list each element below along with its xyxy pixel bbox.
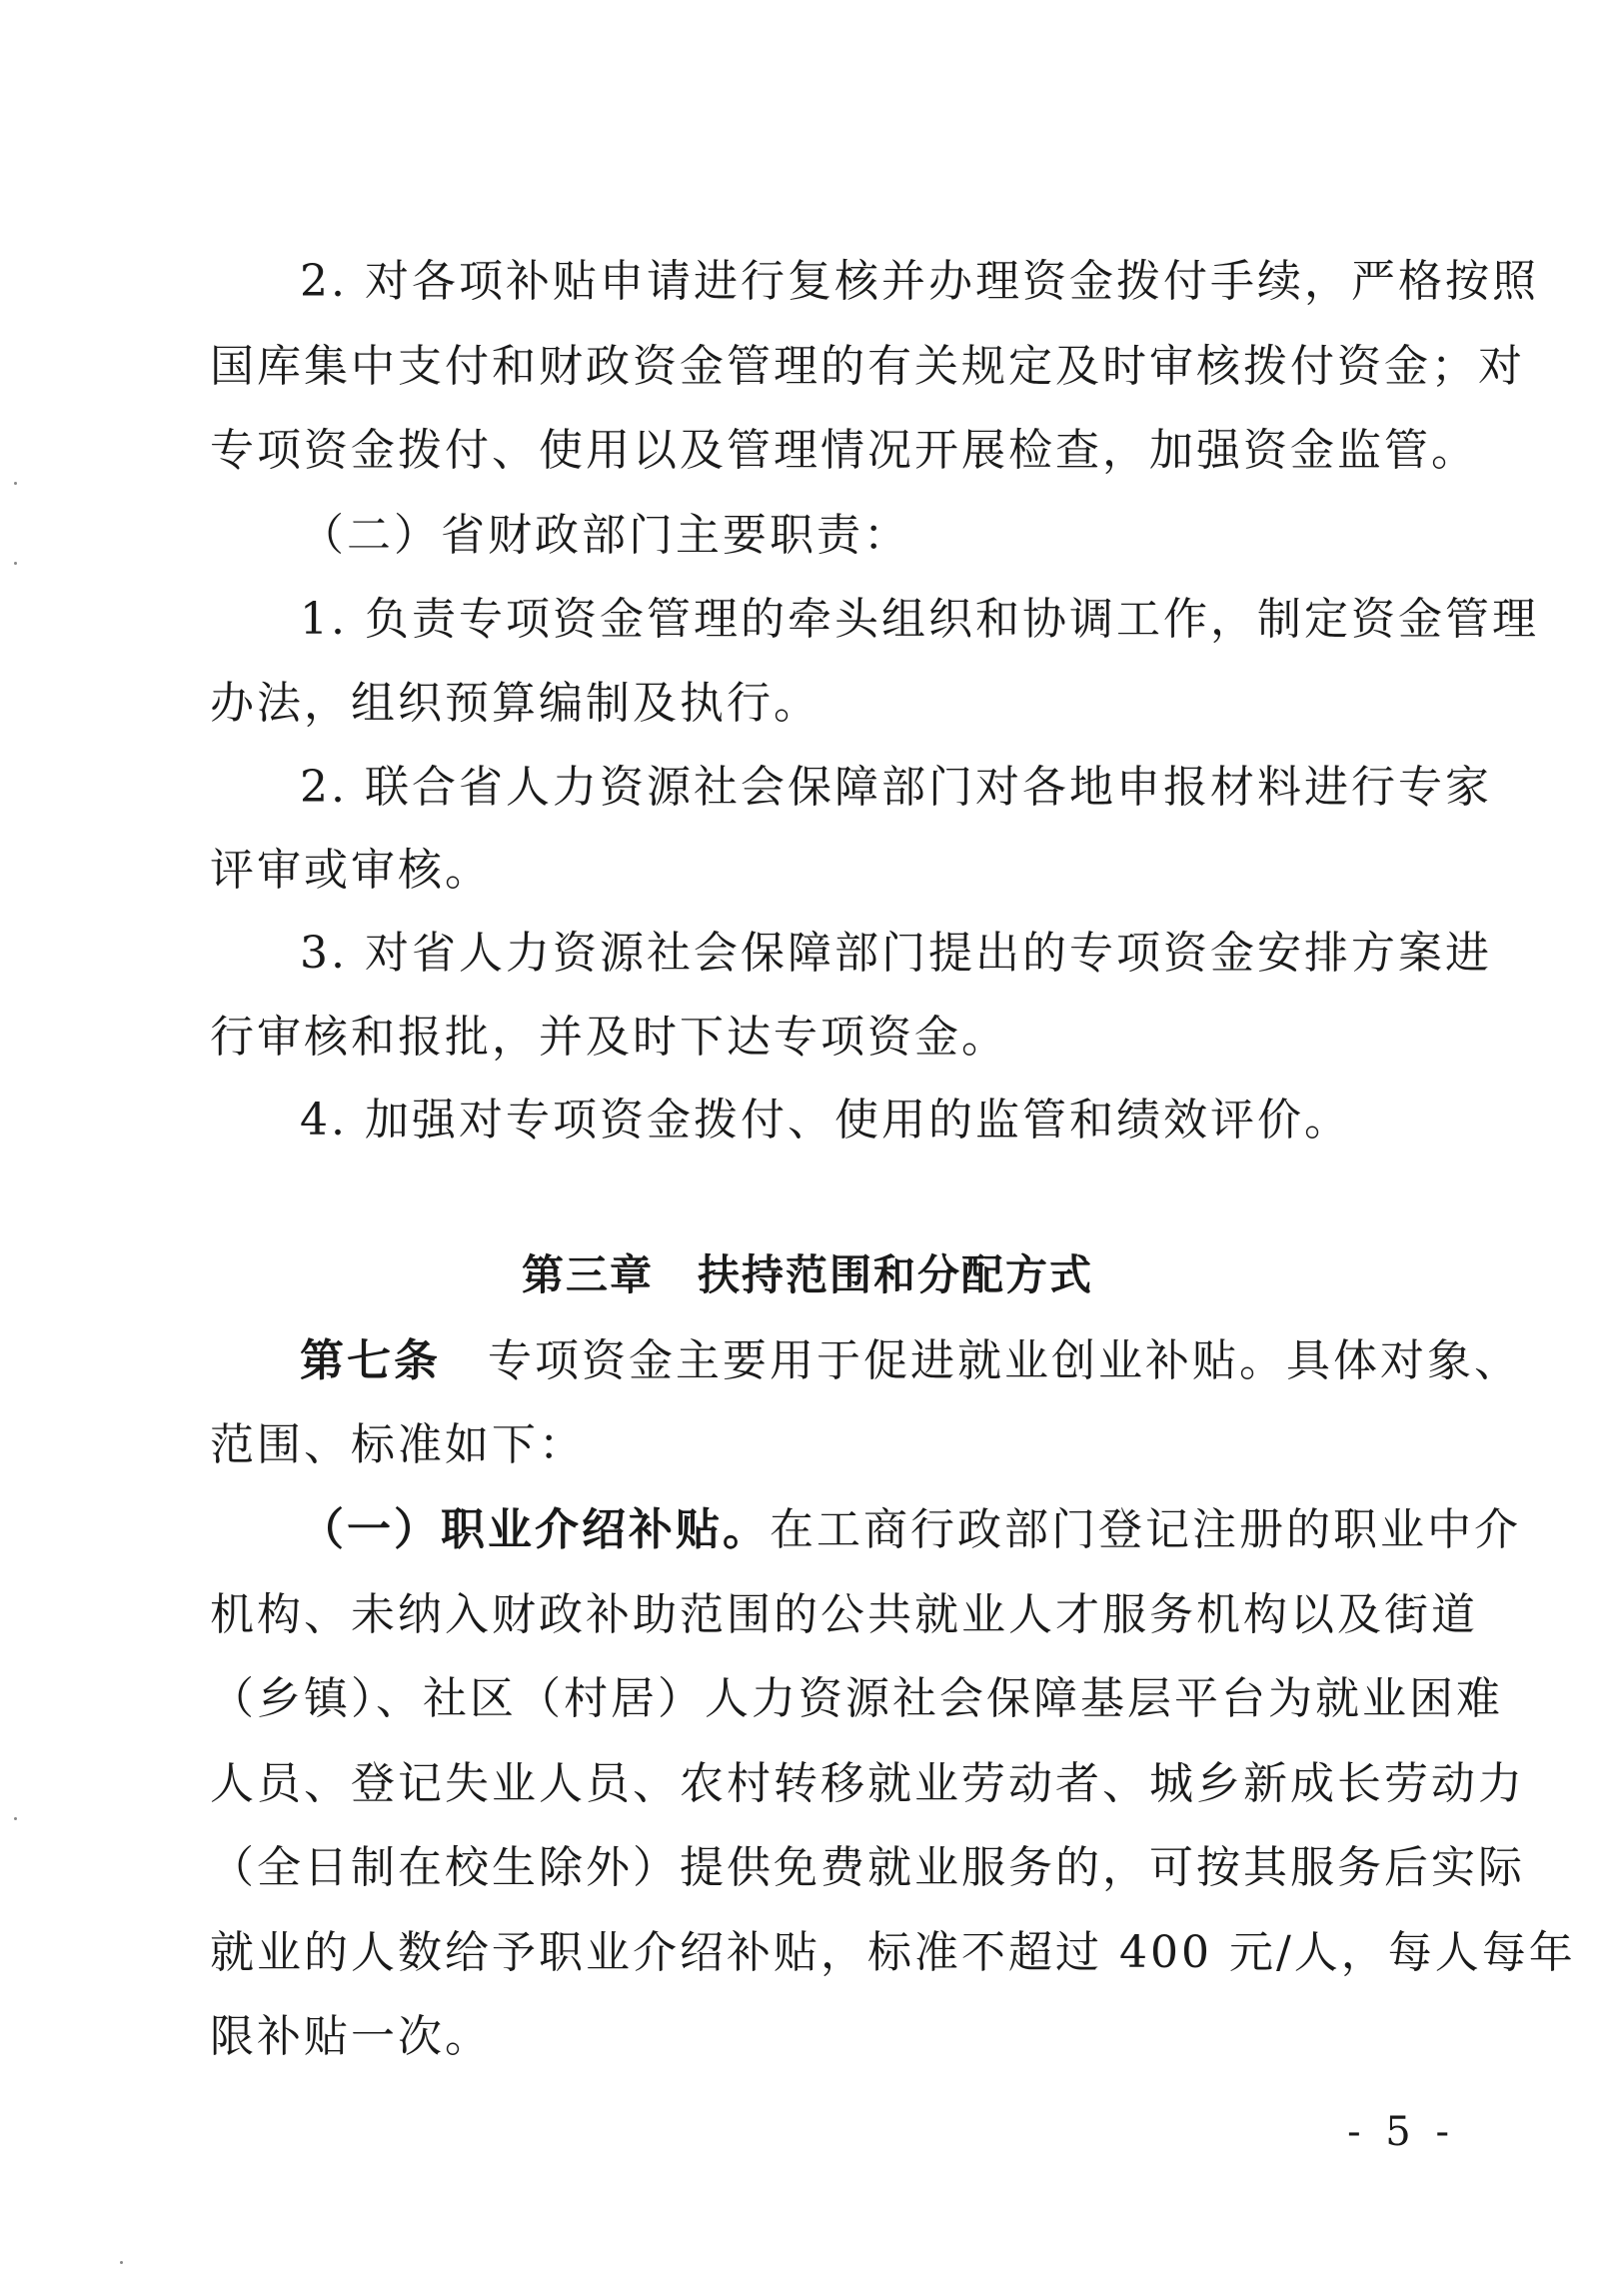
item-line: 限补贴一次。	[210, 2011, 492, 2062]
scan-speck	[14, 562, 17, 565]
item-label: （一）职业介绍补贴。	[300, 1504, 770, 1555]
paragraph-line: 行审核和报批，并及时下达专项资金。	[210, 1012, 1008, 1063]
scan-speck	[14, 1817, 17, 1820]
paragraph-line: 2. 联合省人力资源社会保障部门对各地申报材料进行专家	[300, 762, 1492, 813]
chapter-heading: 第三章 扶持范围和分配方式	[521, 1250, 1093, 1299]
item-line: 人员、登记失业人员、农村转移就业劳动者、城乡新成长劳动力	[210, 1758, 1525, 1809]
article-line	[300, 1333, 1539, 1389]
article-line: 范围、标准如下：	[210, 1419, 586, 1470]
scan-speck	[14, 482, 17, 485]
paragraph-line: 2. 对各项补贴申请进行复核并办理资金拨付手续，严格按照	[300, 256, 1539, 307]
paragraph-line: 3. 对省人力资源社会保障部门提出的专项资金安排方案进	[300, 928, 1492, 979]
section-subheading: （二）省财政部门主要职责：	[300, 510, 910, 561]
paragraph-line: 办法，组织预算编制及执行。	[210, 678, 820, 729]
paragraph-line: 国库集中支付和财政资金管理的有关规定及时审核拨付资金；对	[210, 341, 1525, 392]
paragraph-line: 评审或审核。	[210, 845, 492, 896]
paragraph-line: 1. 负责专项资金管理的牵头组织和协调工作，制定资金管理	[300, 594, 1539, 645]
item-line: （全日制在校生除外）提供免费就业服务的，可按其服务后实际	[210, 1842, 1525, 1893]
article-label: 第七条	[300, 1335, 441, 1386]
scan-speck	[120, 2261, 123, 2264]
item-line: 就业的人数给予职业介绍补贴，标准不超过 400 元/人，每人每年	[210, 1927, 1576, 1978]
page-number: - 5 -	[1347, 2109, 1455, 2155]
item-line	[300, 1502, 1539, 1558]
paragraph-line: 4. 加强对专项资金拨付、使用的监管和绩效评价。	[300, 1095, 1351, 1146]
item-line: 机构、未纳入财政补助范围的公共就业人才服务机构以及街道	[210, 1589, 1478, 1640]
item-text: 在工商行政部门登记注册的职业中介	[770, 1504, 1521, 1555]
paragraph-line: 专项资金拨付、使用以及管理情况开展检查，加强资金监管。	[210, 425, 1478, 476]
article-text: 专项资金主要用于促进就业创业补贴。具体对象、	[488, 1335, 1521, 1386]
item-line: （乡镇）、社区（村居）人力资源社会保障基层平台为就业困难	[210, 1673, 1503, 1724]
